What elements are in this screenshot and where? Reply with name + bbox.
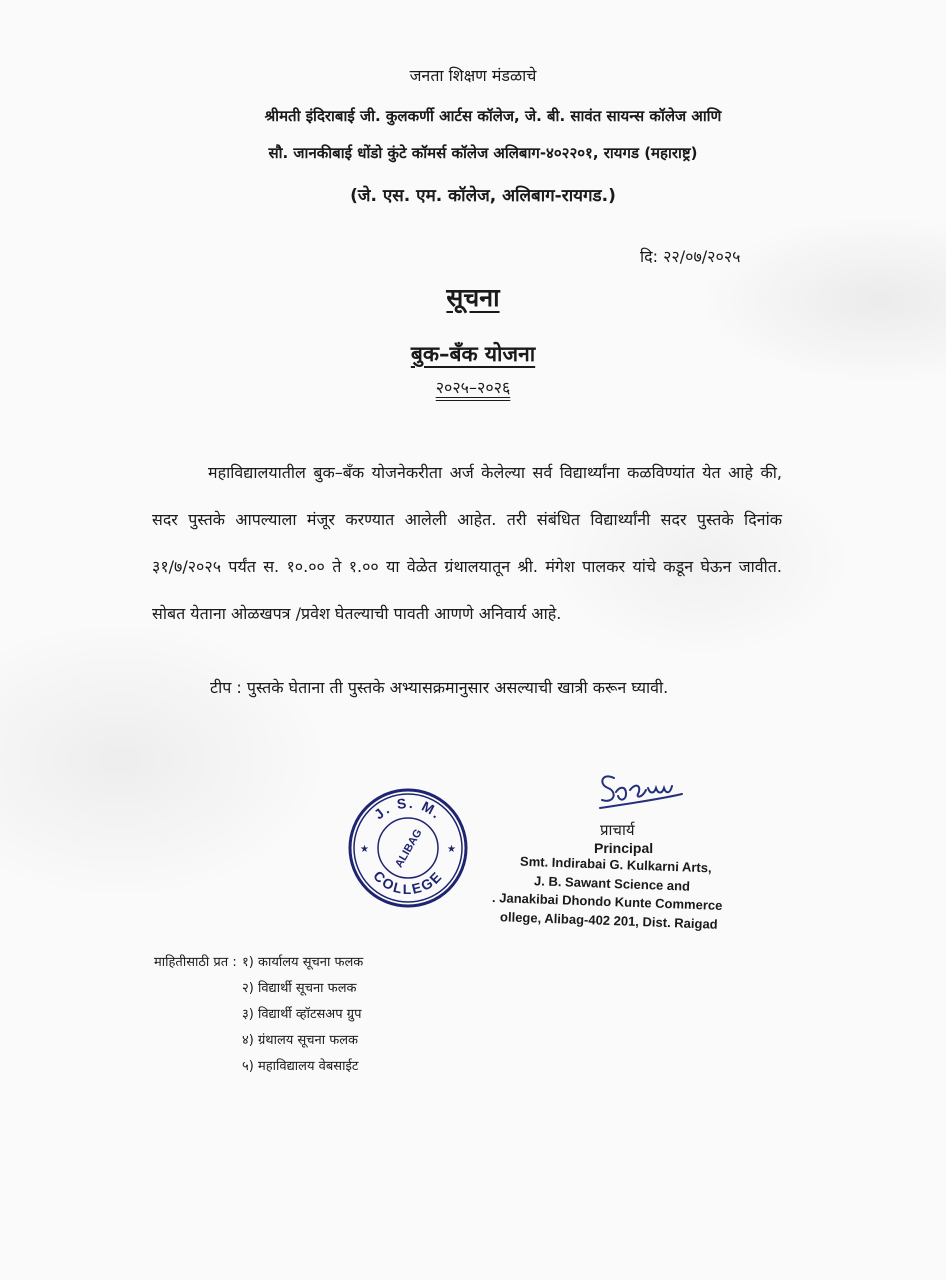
header-society-name: जनता शिक्षण मंडळाचे xyxy=(409,66,537,85)
stamp-line-1: Smt. Indirabai G. Kulkarni Arts, xyxy=(519,853,712,876)
scheme-year xyxy=(0,376,946,398)
stamp-line-2: J. B. Sawant Science and xyxy=(533,873,691,894)
header-college-line-1: श्रीमती इंदिराबाई जी. कुलकर्णी आर्टस कॉलेज, जे. बी. सावंत सायन्स कॉलेज आणि xyxy=(264,107,722,125)
scheme-year-text: २०२५–२०२६ xyxy=(435,378,511,397)
principal-designation: प्राचार्य xyxy=(600,821,635,839)
college-seal-stamp xyxy=(346,786,470,910)
notice-title xyxy=(0,280,946,314)
principal-title: Principal xyxy=(594,840,654,856)
copy-item: ४) ग्रंथालय सूचना फलक xyxy=(242,1033,359,1048)
header-college-line-2: सौ. जानकीबाई धोंडो कुंटे कॉमर्स कॉलेज अलिबाग-४०२२०१, रायगड (महाराष्ट्र) xyxy=(268,144,698,162)
notice-note: टीप : पुस्तके घेताना ती पुस्तके अभ्यासक्रमानुसार असल्याची खात्री करून घ्यावी. xyxy=(210,678,669,697)
seal-middle-text: ALIBAG xyxy=(393,827,425,870)
notice-title-text: सूचना xyxy=(446,283,500,312)
copy-item: ५) महाविद्यालय वेबसाईट xyxy=(242,1059,359,1074)
scheme-title xyxy=(0,340,946,368)
seal-top-text: J. S. M. xyxy=(370,794,446,823)
principal-signature xyxy=(596,764,686,814)
svg-text:COLLEGE xyxy=(370,867,445,897)
copies-prefix: माहितीसाठी प्रत : xyxy=(154,955,237,970)
copy-item: ३) विद्यार्थी व्हॉटसअप ग्रुप xyxy=(242,1007,362,1022)
copy-item: १) कार्यालय सूचना फलक xyxy=(242,955,364,970)
stamp-line-4: ollege, Alibag-402 201, Dist. Raigad xyxy=(499,909,718,932)
header-college-short-name: (जे. एस. एम. कॉलेज, अलिबाग-रायगड.) xyxy=(350,186,616,206)
copy-item: २) विद्यार्थी सूचना फलक xyxy=(242,981,357,996)
stamp-line-3: . Janakibai Dhondo Kunte Commerce xyxy=(491,889,723,914)
seal-bottom-text: COLLEGE xyxy=(370,867,446,897)
notice-body: महाविद्यालयातील बुक–बँक योजनेकरीता अर्ज केलेल्या सर्व विद्यार्थ्यांना कळविण्यांत येत आहे की, सदर पुस्तके आपल्याला मंजूर करण्यात आलेली आहेत. तरी संबंधित विद्यार्थ्यांनी सदर पुस्तके दिनांक ३१/७/२०२५ पर्यंत स. १०.०० ते १.०० या वेळेत ग्रंथालयातून श्री. मंगेश पालकर यांचे कडून घेऊन जावीत. सोबत येताना ओळखपत्र /प्रवेश घेतल्याची पावती आणणे अनिवार्य आहे. xyxy=(152,463,782,623)
notice-date: दि: २२/०७/२०२५ xyxy=(640,247,741,266)
scheme-title-text: बुक–बँक योजना xyxy=(410,342,536,366)
seal-star-left-icon: ★ xyxy=(360,844,369,855)
seal-star-right-icon: ★ xyxy=(447,844,456,855)
